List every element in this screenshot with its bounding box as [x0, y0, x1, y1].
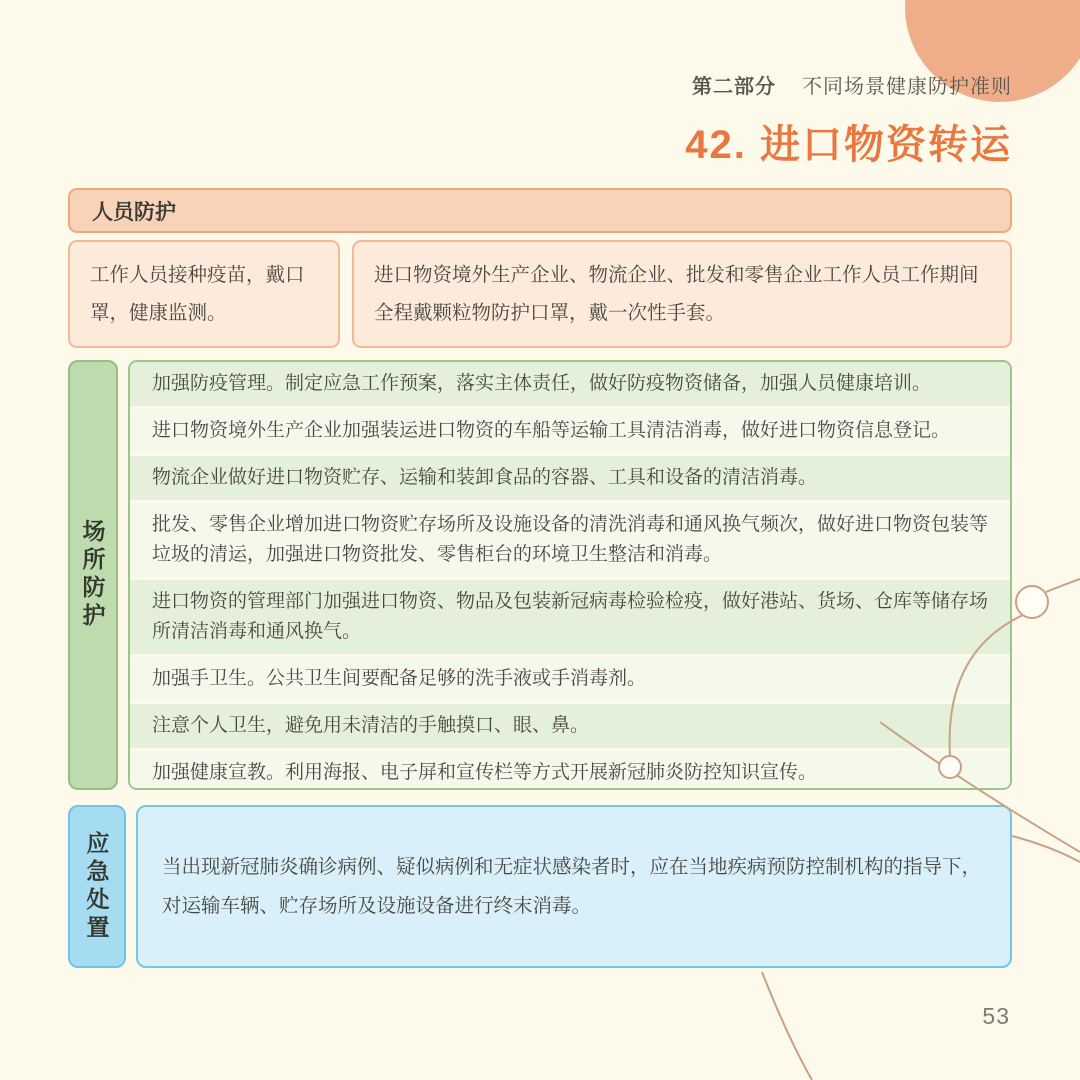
venue-rules-list	[128, 360, 1012, 790]
section-header-personnel	[68, 188, 1012, 233]
sidebar-label-venue	[68, 360, 118, 790]
sidebar-label-venue-text: 场所防护	[79, 519, 106, 631]
sidebar-label-emergency-text: 应急处置	[83, 830, 110, 943]
running-header	[692, 70, 1012, 99]
emergency-box-text: 当出现新冠肺炎确诊病例、疑似病例和无症状感染者时，应在当地疾病预防控制机构的指导下，对运输车辆、贮存场所及设施设备进行终末消毒。	[162, 856, 982, 917]
venue-rule-row	[130, 751, 1010, 790]
header-part-label: 第二部分	[692, 76, 776, 98]
emergency-box	[136, 805, 1012, 968]
venue-rule-text: 加强防疫管理。制定应急工作预案，落实主体责任，做好防疫物资储备，加强人员健康培训。	[152, 373, 932, 394]
personnel-box-mask-text: 进口物资境外生产企业、物流企业、批发和零售企业工作人员工作期间全程戴颗粒物防护口罩，戴一次性手套。	[374, 263, 979, 324]
page-number: 53	[982, 1003, 1010, 1029]
personnel-box-mask	[352, 240, 1012, 348]
venue-rule-row	[130, 503, 1010, 580]
section-header-personnel-label: 人员防护	[92, 200, 176, 224]
venue-rule-row	[130, 580, 1010, 657]
venue-rule-text: 加强健康宣教。利用海报、电子屏和宣传栏等方式开展新冠肺炎防控知识宣传。	[152, 762, 818, 784]
venue-rule-row	[130, 657, 1010, 704]
venue-rule-text: 批发、零售企业增加进口物资贮存场所及设施设备的清洗消毒和通风换气频次，做好进口物资包装等垃圾的清运，加强进口物资批发、零售柜台的环境卫生整洁和消毒。	[152, 514, 989, 566]
personnel-box-vaccine-text: 工作人员接种疫苗，戴口罩，健康监测。	[90, 263, 305, 324]
venue-rule-row	[130, 409, 1010, 456]
personnel-box-vaccine	[68, 240, 340, 348]
venue-rule-text: 进口物资的管理部门加强进口物资、物品及包装新冠病毒检验检疫，做好港站、货场、仓库等储存场所清洁消毒和通风换气。	[152, 591, 989, 643]
venue-rule-row	[130, 362, 1010, 409]
header-subtitle-label: 不同场景健康防护准则	[802, 76, 1012, 98]
venue-rule-text: 物流企业做好进口物资贮存、运输和装卸食品的容器、工具和设备的清洁消毒。	[152, 467, 818, 489]
venue-rule-text: 注意个人卫生，避免用未清洁的手触摸口、眼、鼻。	[152, 715, 590, 737]
page-title: 42. 进口物资转运	[685, 123, 1012, 167]
venue-rule-row	[130, 456, 1010, 503]
sidebar-label-emergency	[68, 805, 126, 968]
venue-rule-text: 进口物资境外生产企业加强装运进口物资的车船等运输工具清洁消毒，做好进口物资信息登记。	[152, 420, 951, 442]
venue-rule-text: 加强手卫生。公共卫生间要配备足够的洗手液或手消毒剂。	[152, 668, 647, 690]
venue-rule-row	[130, 704, 1010, 751]
